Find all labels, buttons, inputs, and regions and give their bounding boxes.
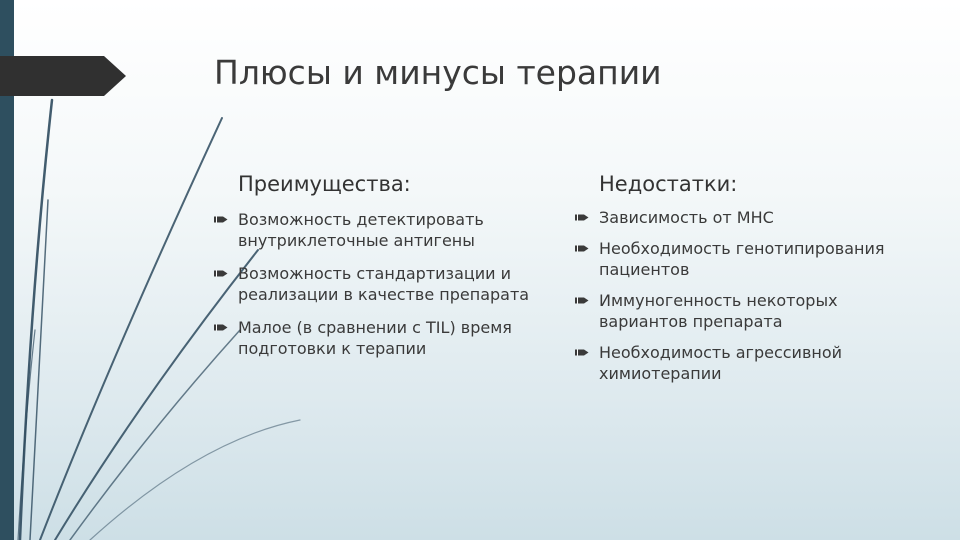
list-item xyxy=(214,209,554,251)
bullet-text: Необходимость генотипирования пациентов xyxy=(599,239,885,279)
pros-heading: Преимущества: xyxy=(238,172,411,196)
cons-column xyxy=(575,166,895,394)
bullet-text: Малое (в сравнении с TIL) время подготовки к терапии xyxy=(238,318,512,358)
bullet-text: Иммуногенность некоторых вариантов препарата xyxy=(599,291,838,331)
bullet-text: Необходимость агрессивной химиотерапии xyxy=(599,343,843,383)
pencil-icon xyxy=(575,238,589,259)
list-item xyxy=(214,317,554,359)
pencil-icon xyxy=(575,290,589,311)
title-marker xyxy=(0,56,126,96)
pencil-icon xyxy=(575,342,589,363)
list-item xyxy=(575,207,895,228)
cons-list xyxy=(575,207,895,384)
pencil-icon xyxy=(214,209,228,230)
slide-title: Плюсы и минусы терапии xyxy=(214,53,662,92)
list-item xyxy=(575,290,895,332)
bullet-text: Возможность детектировать внутриклеточные антигены xyxy=(238,210,484,250)
bullet-text: Зависимость от MHC xyxy=(599,208,774,227)
list-item xyxy=(575,342,895,384)
pros-column xyxy=(214,166,554,371)
pencil-icon xyxy=(214,317,228,338)
pros-list xyxy=(214,209,554,359)
list-item xyxy=(214,263,554,305)
bullet-text: Возможность стандартизации и реализации в качестве препарата xyxy=(238,264,530,304)
list-item xyxy=(575,238,895,280)
cons-heading: Недостатки: xyxy=(599,172,738,196)
pencil-icon xyxy=(214,263,228,284)
pencil-icon xyxy=(575,207,589,228)
